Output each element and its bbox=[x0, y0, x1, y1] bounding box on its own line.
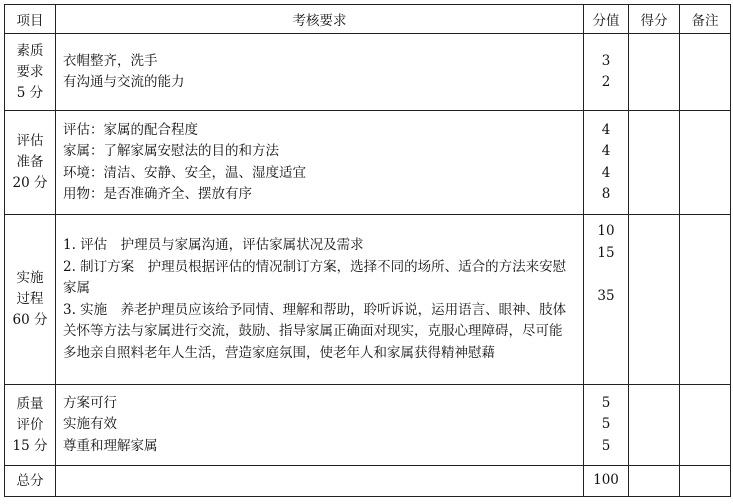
requirement-line: 用物：是否准确齐全、摆放有序 bbox=[63, 186, 252, 202]
got-score-cell[interactable] bbox=[629, 215, 680, 385]
total-label: 总分 bbox=[5, 466, 56, 497]
score-value: 2 bbox=[601, 74, 611, 90]
table-row bbox=[5, 111, 731, 215]
header-got: 得分 bbox=[629, 5, 680, 34]
requirement-line: 衣帽整齐，洗手 bbox=[63, 52, 158, 69]
score-value: 35 bbox=[597, 287, 615, 304]
got-score-cell[interactable] bbox=[629, 466, 680, 497]
category-line: 准备 bbox=[16, 154, 44, 170]
category-cell bbox=[5, 111, 56, 215]
got-score-cell[interactable] bbox=[629, 111, 680, 215]
score-value: 5 bbox=[601, 416, 611, 433]
category-line: 60 分 bbox=[12, 312, 48, 328]
category-line: 评价 bbox=[16, 416, 44, 433]
requirement-cell bbox=[56, 385, 584, 466]
requirement-line: 家属：了解家属安慰法的目的和方法 bbox=[63, 143, 279, 159]
header-row bbox=[5, 5, 731, 34]
requirement-line: 评估：家属的配合程度 bbox=[63, 121, 198, 138]
got-score-cell[interactable] bbox=[629, 34, 680, 111]
category-line: 过程 bbox=[16, 291, 44, 307]
score-value: 10 bbox=[597, 223, 615, 239]
category-line: 实施 bbox=[16, 270, 44, 286]
remark-cell[interactable] bbox=[680, 385, 731, 466]
score-value: 8 bbox=[601, 186, 611, 202]
requirement-line: 2. 制订方案 护理员根据评估的情况制订方案，选择不同的场所、适合的方法来安慰家属 bbox=[63, 258, 567, 296]
score-cell bbox=[584, 215, 629, 385]
requirement-cell bbox=[56, 215, 584, 385]
table-row bbox=[5, 34, 731, 111]
requirement-line: 1. 评估 护理员与家属沟通，评估家属状况及需求 bbox=[63, 237, 364, 253]
category-line: 15 分 bbox=[12, 437, 48, 454]
score-value: 5 bbox=[601, 394, 611, 411]
requirement-line: 尊重和理解家属 bbox=[63, 437, 158, 454]
remark-cell[interactable] bbox=[680, 215, 731, 385]
category-line: 质量 bbox=[16, 395, 44, 412]
score-value: 5 bbox=[601, 437, 611, 454]
score-value: 15 bbox=[597, 244, 615, 261]
requirement-line: 方案可行 bbox=[63, 394, 117, 411]
category-line: 评估 bbox=[16, 133, 44, 149]
header-score: 分值 bbox=[584, 5, 629, 34]
requirement-line: 3. 实施 养老护理员应该给予同情、理解和帮助，聆听诉说，运用语言、眼神、肢体关怀等方法与家属进行交流，鼓励、指导家属正确面对现实，克服心理障碍，尽可能多地亲自照料老年人生活，营造家庭氛围，使老年人和家属获得精神慰藉 bbox=[63, 301, 567, 361]
header-remark: 备注 bbox=[680, 5, 731, 34]
score-spacer bbox=[584, 264, 628, 286]
got-score-cell[interactable] bbox=[629, 385, 680, 466]
category-line: 素质 bbox=[16, 42, 44, 59]
score-value: 4 bbox=[601, 121, 611, 138]
header-item: 项目 bbox=[5, 5, 56, 34]
requirement-line: 环境：清洁、安静、安全，温、湿度适宜 bbox=[63, 164, 306, 181]
requirement-line: 有沟通与交流的能力 bbox=[63, 74, 185, 90]
table-row bbox=[5, 215, 731, 385]
requirement-line: 实施有效 bbox=[63, 416, 117, 433]
score-value: 4 bbox=[601, 164, 611, 181]
score-cell bbox=[584, 34, 629, 111]
category-cell bbox=[5, 34, 56, 111]
assessment-table bbox=[4, 4, 731, 497]
table-row bbox=[5, 385, 731, 466]
score-cell bbox=[584, 111, 629, 215]
category-line: 5 分 bbox=[16, 84, 44, 101]
category-line: 20 分 bbox=[12, 175, 48, 191]
remark-cell[interactable] bbox=[680, 34, 731, 111]
total-requirement-cell bbox=[56, 466, 584, 497]
score-cell bbox=[584, 385, 629, 466]
category-cell bbox=[5, 385, 56, 466]
remark-cell[interactable] bbox=[680, 111, 731, 215]
requirement-cell bbox=[56, 111, 584, 215]
category-line: 要求 bbox=[16, 63, 44, 80]
header-requirement: 考核要求 bbox=[56, 5, 584, 34]
category-cell bbox=[5, 215, 56, 385]
score-value: 3 bbox=[601, 52, 611, 69]
total-score: 100 bbox=[584, 466, 629, 497]
remark-cell[interactable] bbox=[680, 466, 731, 497]
total-row bbox=[5, 466, 731, 497]
score-value: 4 bbox=[601, 143, 611, 159]
requirement-cell bbox=[56, 34, 584, 111]
